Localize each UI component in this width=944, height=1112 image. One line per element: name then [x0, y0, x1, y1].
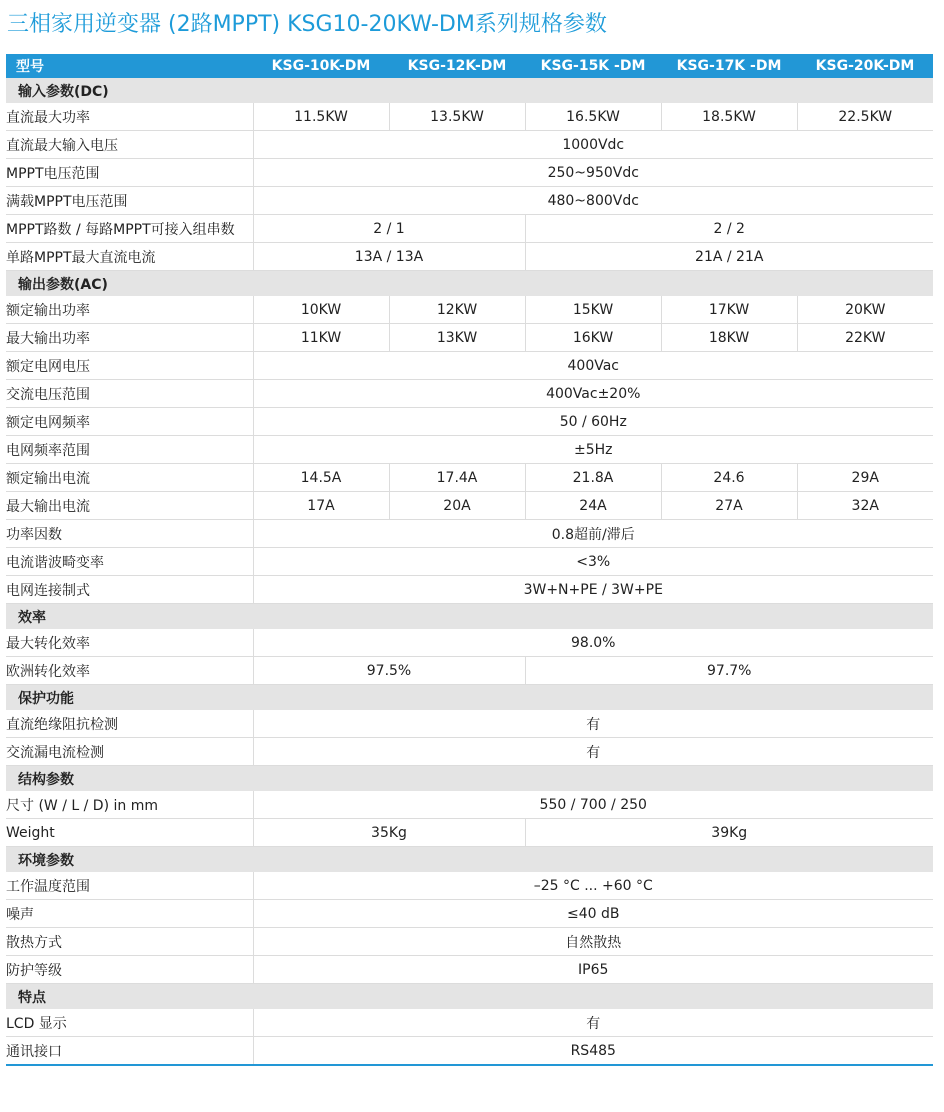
row-label: 功率因数: [6, 520, 253, 548]
row-value: 3W+N+PE / 3W+PE: [253, 576, 933, 604]
section-title: 环境参数: [6, 847, 933, 873]
row-value: <3%: [253, 548, 933, 576]
table-row: [6, 928, 933, 956]
section-header-row: [6, 685, 933, 711]
row-value: IP65: [253, 956, 933, 984]
row-value: 32A: [797, 492, 933, 520]
row-label: 通讯接口: [6, 1037, 253, 1066]
row-value: 550 / 700 / 250: [253, 791, 933, 819]
row-label: 电网频率范围: [6, 436, 253, 464]
row-value: 21.8A: [525, 464, 661, 492]
row-value: 18KW: [661, 324, 797, 352]
row-label: 工作温度范围: [6, 872, 253, 900]
table-row: [6, 324, 933, 352]
row-value: 29A: [797, 464, 933, 492]
table-row: [6, 738, 933, 766]
table-row: [6, 791, 933, 819]
section-title: 特点: [6, 984, 933, 1010]
row-value: 16KW: [525, 324, 661, 352]
row-value: ≤40 dB: [253, 900, 933, 928]
row-value: 有: [253, 710, 933, 738]
row-value: 17A: [253, 492, 389, 520]
table-row: [6, 131, 933, 159]
row-value: 17KW: [661, 296, 797, 324]
row-value: –25 °C ... +60 °C: [253, 872, 933, 900]
row-value: 0.8超前/滞后: [253, 520, 933, 548]
section-title: 结构参数: [6, 766, 933, 792]
row-label: 最大输出功率: [6, 324, 253, 352]
header-model-label: 型号: [6, 54, 253, 78]
row-value: 97.7%: [525, 657, 933, 685]
table-row: [6, 159, 933, 187]
row-value: 10KW: [253, 296, 389, 324]
table-row: [6, 657, 933, 685]
header-model-4: KSG-17K -DM: [661, 54, 797, 78]
table-row: [6, 243, 933, 271]
row-label: LCD 显示: [6, 1009, 253, 1037]
section-header-row: [6, 984, 933, 1010]
row-value: 15KW: [525, 296, 661, 324]
row-label: 交流电压范围: [6, 380, 253, 408]
row-label: 最大输出电流: [6, 492, 253, 520]
section-header-row: [6, 271, 933, 297]
row-value: 11.5KW: [253, 103, 389, 131]
row-label: 额定输出电流: [6, 464, 253, 492]
row-label: 散热方式: [6, 928, 253, 956]
row-label: 额定电网电压: [6, 352, 253, 380]
row-label: MPPT路数 / 每路MPPT可接入组串数: [6, 215, 253, 243]
row-value: 50 / 60Hz: [253, 408, 933, 436]
row-label: 噪声: [6, 900, 253, 928]
table-row: [6, 1009, 933, 1037]
row-label: 单路MPPT最大直流电流: [6, 243, 253, 271]
page-title: 三相家用逆变器 (2路MPPT) KSG10-20KW-DM系列规格参数: [7, 12, 607, 37]
row-label: 欧洲转化效率: [6, 657, 253, 685]
section-title: 保护功能: [6, 685, 933, 711]
row-value: 17.4A: [389, 464, 525, 492]
spec-table: [6, 54, 933, 1066]
row-value: 11KW: [253, 324, 389, 352]
row-value: 97.5%: [253, 657, 525, 685]
row-value: 22KW: [797, 324, 933, 352]
table-row: [6, 900, 933, 928]
table-row: [6, 872, 933, 900]
row-label: 额定电网频率: [6, 408, 253, 436]
table-row: [6, 1037, 933, 1066]
row-value: 1000Vdc: [253, 131, 933, 159]
table-row: [6, 187, 933, 215]
row-label: MPPT电压范围: [6, 159, 253, 187]
section-header-row: [6, 766, 933, 792]
spec-table-body: [6, 78, 933, 1065]
table-row: [6, 710, 933, 738]
row-value: 2 / 2: [525, 215, 933, 243]
table-row: [6, 408, 933, 436]
section-title: 输出参数(AC): [6, 271, 933, 297]
row-value: 有: [253, 1009, 933, 1037]
section-title: 输入参数(DC): [6, 78, 933, 103]
table-row: [6, 352, 933, 380]
row-value: 12KW: [389, 296, 525, 324]
row-label: 直流最大功率: [6, 103, 253, 131]
row-value: ±5Hz: [253, 436, 933, 464]
row-value: 16.5KW: [525, 103, 661, 131]
row-label: 额定输出功率: [6, 296, 253, 324]
row-label: 交流漏电流检测: [6, 738, 253, 766]
row-value: 有: [253, 738, 933, 766]
row-value: 27A: [661, 492, 797, 520]
row-label: 电网连接制式: [6, 576, 253, 604]
section-header-row: [6, 78, 933, 103]
row-label: 防护等级: [6, 956, 253, 984]
table-row: [6, 436, 933, 464]
table-row: [6, 629, 933, 657]
row-value: 24A: [525, 492, 661, 520]
header-model-3: KSG-15K -DM: [525, 54, 661, 78]
table-row: [6, 296, 933, 324]
table-row: [6, 215, 933, 243]
row-value: RS485: [253, 1037, 933, 1066]
header-model-1: KSG-10K-DM: [253, 54, 389, 78]
row-value: 18.5KW: [661, 103, 797, 131]
section-header-row: [6, 847, 933, 873]
row-value: 250~950Vdc: [253, 159, 933, 187]
table-row: [6, 492, 933, 520]
row-value: 480~800Vdc: [253, 187, 933, 215]
row-label: 尺寸 (W / L / D) in mm: [6, 791, 253, 819]
row-value: 39Kg: [525, 819, 933, 847]
table-row: [6, 380, 933, 408]
header-model-5: KSG-20K-DM: [797, 54, 933, 78]
table-row: [6, 464, 933, 492]
section-header-row: [6, 604, 933, 630]
table-row: [6, 819, 933, 847]
table-row: [6, 576, 933, 604]
row-value: 自然散热: [253, 928, 933, 956]
row-value: 400Vac±20%: [253, 380, 933, 408]
row-label: 满载MPPT电压范围: [6, 187, 253, 215]
table-row: [6, 103, 933, 131]
table-row: [6, 956, 933, 984]
row-label: 电流谐波畸变率: [6, 548, 253, 576]
table-header-row: [6, 54, 933, 78]
header-model-2: KSG-12K-DM: [389, 54, 525, 78]
row-value: 35Kg: [253, 819, 525, 847]
section-title: 效率: [6, 604, 933, 630]
row-value: 20A: [389, 492, 525, 520]
row-value: 400Vac: [253, 352, 933, 380]
row-value: 14.5A: [253, 464, 389, 492]
row-value: 2 / 1: [253, 215, 525, 243]
row-label: 直流绝缘阻抗检测: [6, 710, 253, 738]
table-row: [6, 548, 933, 576]
row-value: 98.0%: [253, 629, 933, 657]
row-value: 24.6: [661, 464, 797, 492]
row-value: 21A / 21A: [525, 243, 933, 271]
row-value: 13A / 13A: [253, 243, 525, 271]
row-label: 直流最大输入电压: [6, 131, 253, 159]
table-row: [6, 520, 933, 548]
row-value: 13.5KW: [389, 103, 525, 131]
row-value: 13KW: [389, 324, 525, 352]
row-label: 最大转化效率: [6, 629, 253, 657]
row-value: 20KW: [797, 296, 933, 324]
row-label: Weight: [6, 819, 253, 847]
row-value: 22.5KW: [797, 103, 933, 131]
